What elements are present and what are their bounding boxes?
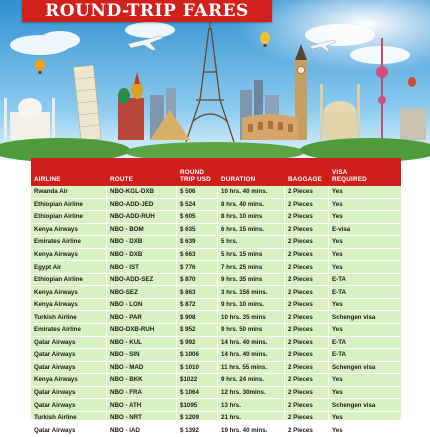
cell-route: NBO - FRA (107, 387, 177, 399)
cell-baggage: 2 Pieces (285, 337, 329, 349)
cell-airline: Qatar Airways (31, 349, 107, 361)
cell-visa: Yes (332, 326, 343, 334)
cell-price: $ 639 (177, 236, 218, 248)
cell-baggage: 2 Pieces (285, 399, 329, 411)
table-row (31, 261, 401, 274)
cell-price: $ 663 (177, 249, 218, 261)
cell-route: NBO - IAD (107, 424, 177, 436)
cell-baggage: 2 Pieces (285, 236, 329, 248)
table-row (31, 337, 401, 350)
cell-price: $ 870 (177, 274, 218, 286)
cell-airline: Kenya Airways (31, 249, 107, 261)
column-header-visa: VISA REQUIRED (332, 169, 367, 183)
fares-table (31, 158, 401, 434)
cell-visa: Yes (332, 238, 343, 246)
cell-duration: 14 hrs. 40 mins. (218, 337, 285, 349)
column-header-airline: AIRLINE (34, 176, 61, 183)
cell-baggage: 2 Pieces (285, 224, 329, 236)
cell-duration: 9 hrs. 50 mins (218, 324, 285, 336)
cell-visa: Yes (332, 426, 343, 434)
cell-route: NBO - LON (107, 299, 177, 311)
cell-duration: 3 hrs. 156 mins. (218, 286, 285, 298)
cell-visa: Yes (332, 376, 343, 384)
cell-visa: Schengen visa (332, 313, 376, 321)
cell-baggage: 2 Pieces (285, 261, 329, 273)
table-row (31, 224, 401, 237)
cell-duration: 19 hrs. 40 mins. (218, 424, 285, 436)
cell-route: NBO - NRT (107, 412, 177, 424)
cell-duration: 10 hrs. 35 mins (218, 311, 285, 323)
cell-price: $ 992 (177, 337, 218, 349)
cell-duration: 9 hrs. 10 mins. (218, 299, 285, 311)
table-row (31, 199, 401, 212)
cell-route: NBO - KUL (107, 337, 177, 349)
cell-route: NBO-ADD-JED (107, 199, 177, 211)
landmarks-illustration (0, 0, 430, 160)
page-title: ROUND-TRIP FARES (45, 1, 249, 21)
cell-duration: 14 hrs. 40 mins. (218, 349, 285, 361)
table-row (31, 286, 401, 299)
cell-price: $1095 (177, 399, 218, 411)
cell-route: NBO-ADD-RUH (107, 211, 177, 223)
cell-airline: Emirates Airline (31, 324, 107, 336)
cell-route: NBO - PAR (107, 311, 177, 323)
table-body (31, 186, 401, 437)
cell-airline: Qatar Airways (31, 387, 107, 399)
table-row (31, 324, 401, 337)
cell-baggage: 2 Pieces (285, 362, 329, 374)
cell-airline: Qatar Airways (31, 337, 107, 349)
cell-price: $ 1392 (177, 424, 218, 436)
cell-duration: 9 hrs. 35 mins (218, 274, 285, 286)
cell-duration: 9 hrs. 24 mins. (218, 374, 285, 386)
cell-airline: Kenya Airways (31, 224, 107, 236)
column-header-price: ROUND TRIP USD (180, 169, 211, 183)
cell-route: NBO - DXB (107, 236, 177, 248)
cell-airline: Turkish Airline (31, 412, 107, 424)
cell-visa: Yes (332, 213, 343, 221)
table-row (31, 349, 401, 362)
cell-price: $ 635 (177, 224, 218, 236)
table-row (31, 186, 401, 199)
cell-airline: Qatar Airways (31, 362, 107, 374)
cell-airline: Qatar Airways (31, 399, 107, 411)
cell-airline: Kenya Airways (31, 286, 107, 298)
cell-baggage: 2 Pieces (285, 199, 329, 211)
cell-visa: Yes (332, 301, 343, 309)
cell-baggage: 2 Pieces (285, 412, 329, 424)
cell-duration: 7 hrs. 25 mins (218, 261, 285, 273)
cell-airline: Kenya Airways (31, 374, 107, 386)
cell-route: NBO-KGL-DXB (107, 186, 177, 198)
cell-baggage: 2 Pieces (285, 274, 329, 286)
cell-duration: 6 hrs. 15 mins. (218, 224, 285, 236)
cell-baggage: 2 Pieces (285, 286, 329, 298)
cell-price: $ 1010 (177, 362, 218, 374)
cell-price: $ 872 (177, 299, 218, 311)
cloud-icon (10, 22, 410, 64)
table-row (31, 374, 401, 387)
cell-route: NBO - ATH (107, 399, 177, 411)
table-row (31, 399, 401, 412)
cell-price: $ 1006 (177, 349, 218, 361)
cell-price: $ 506 (177, 186, 218, 198)
cell-price: $ 605 (177, 211, 218, 223)
cell-route: NBO-ADD-SEZ (107, 274, 177, 286)
cell-visa: E-TA (332, 338, 346, 346)
cell-duration: 11 hrs. 55 mins. (218, 362, 285, 374)
cell-route: NBO - DXB (107, 249, 177, 261)
cell-price: $ 908 (177, 311, 218, 323)
cell-baggage: 2 Pieces (285, 374, 329, 386)
cell-visa: Yes (332, 389, 343, 397)
cell-duration: 5 hrs. (218, 236, 285, 248)
cell-price: $ 952 (177, 324, 218, 336)
cell-visa: Yes (332, 251, 343, 258)
cell-airline: Emirates Airline (31, 236, 107, 248)
table-row (31, 249, 401, 262)
table-header (31, 158, 401, 186)
cell-route: NBO - MAD (107, 362, 177, 374)
table-row (31, 211, 401, 224)
table-row (31, 387, 401, 400)
cell-visa: Yes (332, 263, 343, 271)
cell-airline: Ethiopian Airline (31, 199, 107, 211)
cell-visa: E-visa (332, 225, 351, 233)
hot-air-balloon-icon (35, 32, 416, 87)
cell-airline: Turkish Airline (31, 311, 107, 323)
cell-visa: Yes (332, 414, 343, 422)
page-title-banner (22, 0, 272, 22)
cell-baggage: 2 Pieces (285, 211, 329, 223)
cell-duration: 21 hrs. (218, 412, 285, 424)
cell-price: $1022 (177, 374, 218, 386)
airplane-icon (128, 36, 336, 51)
cell-visa: Schengen visa (332, 363, 376, 371)
table-row (31, 311, 401, 324)
cell-route: NBO-SEZ (107, 286, 177, 298)
cell-route: NBO - IST (107, 261, 177, 273)
cell-route: NBO - BKK (107, 374, 177, 386)
column-header-route: ROUTE (110, 176, 134, 183)
cell-baggage: 2 Pieces (285, 424, 329, 436)
cell-baggage: 2 Pieces (285, 387, 329, 399)
table-row (31, 424, 401, 437)
cell-visa: Yes (332, 200, 343, 208)
cell-baggage: 2 Pieces (285, 186, 329, 198)
cell-price: $ 1064 (177, 387, 218, 399)
cell-price: $ 776 (177, 261, 218, 273)
cell-duration: 10 hrs. 40 mins. (218, 186, 285, 198)
cell-visa: Yes (332, 188, 343, 196)
cell-duration: 12 hrs. 30mins. (218, 387, 285, 399)
cell-airline: Kenya Airways (31, 299, 107, 311)
table-row (31, 274, 401, 287)
table-row (31, 412, 401, 425)
table-row (31, 362, 401, 375)
cell-duration: 8 hrs. 10 mins (218, 211, 285, 223)
cell-airline: Rwanda Air (31, 186, 107, 198)
cell-airline: Egypt Air (31, 261, 107, 273)
column-header-duration: DURATION (221, 176, 256, 183)
cell-airline: Ethiopian Airline (31, 211, 107, 223)
cell-price: $ 1209 (177, 412, 218, 424)
cell-baggage: 2 Pieces (285, 249, 329, 261)
table-row (31, 236, 401, 249)
cell-route: NBO - SIN (107, 349, 177, 361)
cell-duration: 5 hrs. 15 mins (218, 249, 285, 261)
column-header-baggage: BAGGAGE (288, 176, 322, 183)
cell-baggage: 2 Pieces (285, 324, 329, 336)
city-skyline (0, 20, 430, 162)
cell-route: NBO - BOM (107, 224, 177, 236)
cell-baggage: 2 Pieces (285, 349, 329, 361)
cell-route: NBO-DXB-RUH (107, 324, 177, 336)
table-row (31, 299, 401, 312)
cell-baggage: 2 Pieces (285, 311, 329, 323)
cell-visa: Schengen visa (332, 401, 376, 409)
cell-price: $ 524 (177, 199, 218, 211)
cell-duration: 13 hrs. (218, 399, 285, 411)
cell-duration: 8 hrs. 40 mins. (218, 199, 285, 211)
cell-price: $ 863 (177, 286, 218, 298)
cell-visa: E-TA (332, 288, 346, 296)
cell-visa: E-TA (332, 351, 346, 359)
cell-baggage: 2 Pieces (285, 299, 329, 311)
cell-visa: E-TA (332, 276, 346, 284)
cell-airline: Ethiopian Airline (31, 274, 107, 286)
cell-airline: Qatar Airways (31, 424, 107, 436)
